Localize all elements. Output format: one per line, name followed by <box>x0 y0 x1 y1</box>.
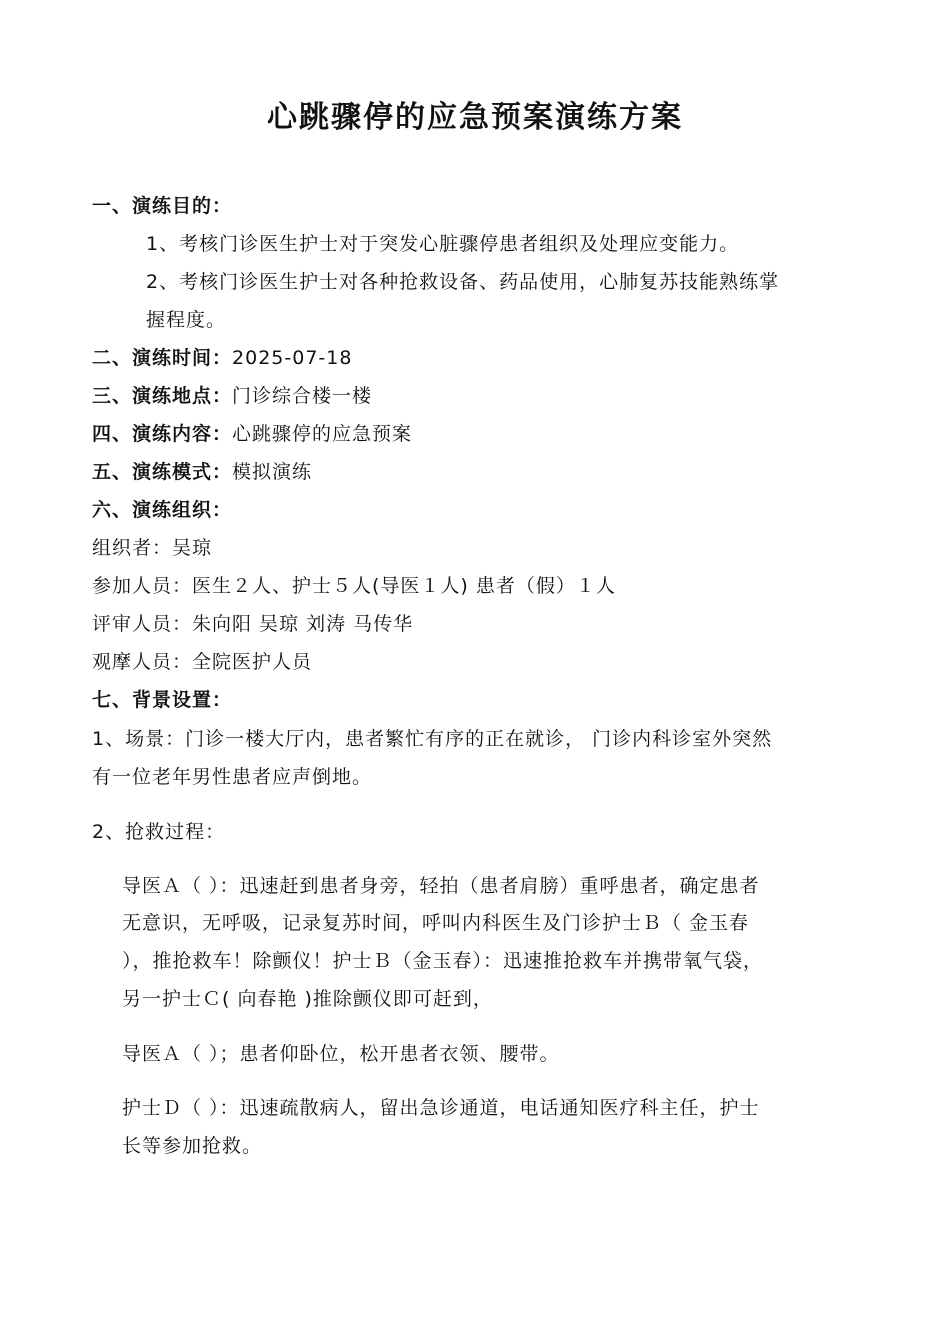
section-3-row <box>92 384 372 408</box>
rescue-heading: 2、抢救过程： <box>92 821 226 843</box>
purpose-item-1: 1、考核门诊医生护士对于突发心脏骤停患者组织及处理应变能力。 <box>146 233 740 255</box>
drill-date: 2025-07-18 <box>232 347 353 369</box>
section-7-heading: 七、背景设置： <box>92 689 233 711</box>
section-2-heading: 二、演练时间： <box>92 347 233 369</box>
rescue-para-1-line-3: ），推抢救车！除颤仪！护士Ｂ（金玉春）：迅速推抢救车并携带氧气袋， <box>122 950 764 972</box>
section-3-heading: 三、演练地点： <box>92 385 233 407</box>
section-6-heading: 六、演练组织： <box>92 499 233 521</box>
rescue-para-1-line-2: 无意识，无呼吸，记录复苏时间，呼叫内科医生及门诊护士Ｂ（ 金玉春 <box>122 912 750 934</box>
section-4-row <box>92 422 412 446</box>
rescue-para-3-line-1: 护士Ｄ（ ）：迅速疏散病人，留出急诊通道，电话通知医疗科主任，护士 <box>122 1097 760 1119</box>
drill-mode: 模拟演练 <box>232 461 313 483</box>
judges-line: 评审人员：朱向阳 吴琼 刘涛 马传华 <box>92 613 414 635</box>
participants-line: 参加人员：医生２人、护士５人(导医１人) 患者（假）１人 <box>92 575 616 597</box>
section-1-heading: 一、演练目的： <box>92 195 233 217</box>
rescue-para-1-line-4: 另一护士Ｃ( 向春艳 )推除颤仪即可赶到， <box>122 988 493 1010</box>
observers-line: 观摩人员：全院医护人员 <box>92 651 313 673</box>
rescue-para-1-line-1: 导医Ａ（ ）：迅速赶到患者身旁，轻拍（患者肩膀）重呼患者，确定患者 <box>122 875 760 897</box>
purpose-item-2-line-2: 握程度。 <box>146 309 227 331</box>
rescue-para-3-line-2: 长等参加抢救。 <box>122 1135 263 1157</box>
section-2-row <box>92 346 352 370</box>
purpose-item-2-line-1: 2、考核门诊医生护士对各种抢救设备、药品使用，心肺复苏技能熟练掌 <box>146 271 780 293</box>
document-title: 心跳骤停的应急预案演练方案 <box>267 100 683 135</box>
section-4-heading: 四、演练内容： <box>92 423 233 445</box>
drill-content: 心跳骤停的应急预案 <box>232 423 413 445</box>
scene-line-2: 有一位老年男性患者应声倒地。 <box>92 766 373 788</box>
scene-line-1: 1、场景：门诊一楼大厅内，患者繁忙有序的正在就诊， 门诊内科诊室外突然 <box>92 728 773 750</box>
section-5-row <box>92 460 312 484</box>
rescue-para-2: 导医Ａ（ ）；患者仰卧位，松开患者衣领、腰带。 <box>122 1043 560 1065</box>
organizer-line: 组织者：吴琼 <box>92 537 213 559</box>
drill-location: 门诊综合楼一楼 <box>232 385 373 407</box>
section-5-heading: 五、演练模式： <box>92 461 233 483</box>
